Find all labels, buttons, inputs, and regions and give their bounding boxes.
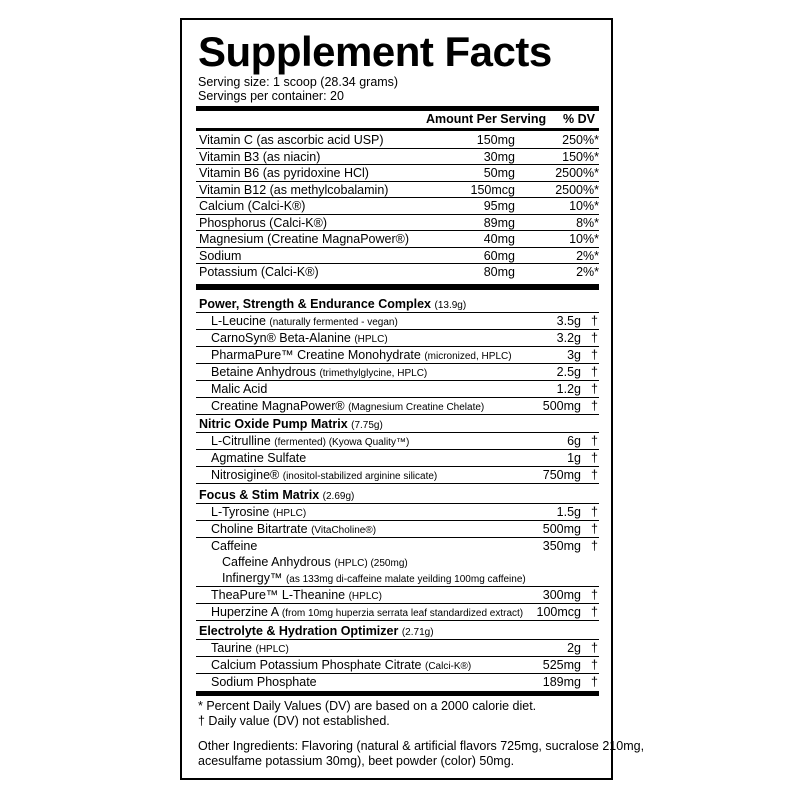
nutrient-amount: 60mg [483,248,515,263]
ingredient-amount: 300mg [542,588,581,602]
ingredient-row [196,364,599,381]
section-weight: (7.75g) [351,420,383,431]
nutrient-amount: 150mg [476,133,515,147]
vitamin-row [196,231,599,248]
ingredient-row [196,640,599,657]
ingredient-row [196,467,599,484]
vitamin-row [196,165,599,182]
nutrient-amount: 150mcg [470,182,515,197]
serving-size: Serving size: 1 scoop (28.34 grams) [198,75,399,89]
nutrient-name: Vitamin B12 (as methylcobalamin) [199,182,389,197]
ingredient-amount: 1.5g [556,505,581,519]
section-header [196,486,599,504]
dagger-mark: † [591,451,598,465]
other-ingredients-line1: Other Ingredients: Flavoring (natural & artificial flavors 725mg, sucralose 210mg, [198,739,645,753]
ingredient-note: (naturally fermented - vegan) [269,317,398,328]
dagger-mark: † [591,658,598,672]
ingredient-row [196,381,599,398]
ingredient-amount: 2g [567,641,581,655]
ingredient-name: Taurine [211,641,252,655]
ingredient-name: L-Citrulline [211,434,271,448]
nutrient-amount: 95mg [483,199,515,213]
nutrient-amount: 30mg [483,149,515,164]
nutrient-amount: 80mg [483,265,515,279]
vitamin-row [196,132,599,149]
dagger-mark: † [591,522,598,536]
dagger-mark: † [591,539,598,553]
vitamin-row [196,149,599,166]
ingredient-row [196,604,599,621]
nutrient-dv: 10%* [569,232,599,246]
other-ingredients-line2: acesulfame potassium 30mg), beet powder (color) 50mg. [198,754,515,768]
section-weight: (13.9g) [434,300,467,311]
ingredient-amount: 500mg [542,522,581,536]
ingredient-sub-row [196,554,599,571]
ingredient-note: (from 10mg huperzia serrata leaf standardized extract) [281,608,524,619]
ingredient-amount: 1g [567,451,581,465]
dagger-mark: † [591,399,598,413]
ingredient-row [196,450,599,467]
nutrient-dv: 150%* [562,149,599,164]
ingredient-name: Betaine Anhydrous [211,365,316,379]
ingredient-note: (inositol-stabilized arginine silicate) [282,471,438,482]
ingredient-note: (Magnesium Creatine Chelate) [348,402,485,413]
ingredient-name: Caffeine [211,539,258,553]
dagger-mark: † [591,434,598,448]
ingredient-row [196,313,599,330]
nutrient-dv: 2%* [576,248,599,263]
ingredient-amount: 750mg [542,468,581,482]
ingredient-note: (trimethylglycine, HPLC) [319,368,428,379]
vitamin-row [196,198,599,215]
nutrient-dv: 2500%* [555,182,599,197]
ingredient-note: (HPLC) [255,644,289,655]
dagger-mark: † [591,382,598,396]
section-name: Electrolyte & Hydration Optimizer [199,624,399,638]
ingredient-note: (VitaCholine®) [311,525,377,536]
nutrient-name: Phosphorus (Calci-K®) [199,215,328,230]
vitamin-row [196,215,599,232]
ingredient-name: Malic Acid [211,382,268,396]
panel-title: Supplement Facts [198,28,552,75]
ingredient-name: Huperzine A [211,605,279,619]
vitamin-row [196,248,599,265]
nutrient-name: Potassium (Calci-K®) [199,265,319,279]
ingredient-name: PharmaPure™ Creatine Monohydrate [211,348,421,362]
dagger-mark: † [591,331,598,345]
dagger-footnote: † Daily value (DV) not established. [198,714,390,728]
amount-per-serving-header: Amount Per Serving [426,112,547,126]
ingredient-name: Choline Bitartrate [211,522,308,536]
ingredient-note: (HPLC) [348,591,382,602]
section-header [196,622,599,640]
vitamin-row [196,182,599,199]
ingredient-amount: 189mg [542,675,581,689]
section-header [196,415,599,433]
ingredient-name: L-Tyrosine [211,505,270,519]
ingredient-amount: 3g [567,348,581,362]
nutrient-dv: 8%* [576,215,599,230]
ingredient-amount: 6g [567,434,581,448]
section-weight: (2.69g) [322,491,355,502]
ingredient-row [196,398,599,415]
ingredient-amount: 1.2g [556,382,581,396]
ingredient-name: Caffeine Anhydrous [222,555,331,569]
header-divider [196,128,599,131]
nutrient-amount: 89mg [483,215,515,230]
section-name: Focus & Stim Matrix [199,488,320,502]
servings-per-container: Servings per container: 20 [198,89,344,103]
nutrient-amount: 40mg [483,232,515,246]
ingredient-amount: 100mcg [536,605,581,619]
section-header [196,295,599,313]
ingredient-row [196,330,599,347]
ingredient-row [196,504,599,521]
ingredient-name: Sodium Phosphate [211,675,317,689]
ingredient-name: Agmatine Sulfate [211,451,307,465]
ingredient-name: Infinergy™ [222,571,283,585]
ingredient-note: (fermented) (Kyowa Quality™) [274,437,410,448]
ingredient-name: Nitrosigine® [211,468,280,482]
dagger-mark: † [591,605,598,619]
nutrient-dv: 2500%* [555,166,599,180]
thick-divider [196,691,599,696]
nutrient-name: Vitamin C (as ascorbic acid USP) [199,133,384,147]
ingredient-row [196,433,599,450]
ingredient-row [196,674,599,691]
ingredient-note: (HPLC) [354,334,388,345]
nutrient-name: Calcium (Calci-K®) [199,199,306,213]
ingredient-name: L-Leucine [211,314,266,328]
dagger-mark: † [591,365,598,379]
dagger-mark: † [591,505,598,519]
nutrient-dv: 250%* [562,133,599,147]
ingredient-amount: 3.5g [556,314,581,328]
ingredient-name: CarnoSyn® Beta-Alanine [211,331,351,345]
vitamin-row [196,264,599,281]
ingredient-amount: 2.5g [556,365,581,379]
ingredient-amount: 3.2g [556,331,581,345]
dagger-mark: † [591,314,598,328]
dagger-mark: † [591,641,598,655]
dagger-mark: † [591,348,598,362]
ingredient-note: (HPLC) [272,508,307,519]
nutrient-dv: 10%* [569,199,599,213]
ingredient-note: (as 133mg di-caffeine malate yeilding 100mg caffeine) [285,574,526,585]
dagger-mark: † [591,588,598,602]
percent-dv-footnote: * Percent Daily Values (DV) are based on a 2000 calorie diet. [198,699,537,713]
ingredient-amount: 525mg [542,658,581,672]
nutrient-name: Sodium [199,248,242,263]
thick-divider [196,106,599,111]
ingredient-name: Creatine MagnaPower® [211,399,345,413]
ingredient-row [196,587,599,604]
section-name: Power, Strength & Endurance Complex [199,297,431,311]
thick-divider [196,284,599,290]
section-name: Nitric Oxide Pump Matrix [199,417,348,431]
nutrient-dv: 2%* [576,265,599,279]
dv-header: % DV [563,112,595,126]
ingredient-name: Calcium Potassium Phosphate Citrate [211,658,422,672]
ingredient-row [196,657,599,674]
dagger-mark: † [591,468,598,482]
dagger-mark: † [591,675,598,689]
ingredient-name: TheaPure™ L-Theanine [211,588,346,602]
nutrient-name: Vitamin B3 (as niacin) [199,149,321,164]
nutrient-name: Magnesium (Creatine MagnaPower®) [199,232,409,246]
ingredient-note: (Calci-K®) [425,661,472,672]
nutrient-name: Vitamin B6 (as pyridoxine HCl) [199,166,369,180]
ingredient-note: (micronized, HPLC) [424,351,512,362]
ingredient-row [196,538,599,555]
ingredient-amount: 350mg [542,539,581,553]
nutrient-amount: 50mg [483,166,515,180]
ingredient-sub-row [196,570,599,587]
ingredient-note: (HPLC) (250mg) [334,558,408,569]
ingredient-amount: 500mg [542,399,581,413]
ingredient-row [196,347,599,364]
section-weight: (2.71g) [401,627,434,638]
ingredient-row [196,521,599,538]
